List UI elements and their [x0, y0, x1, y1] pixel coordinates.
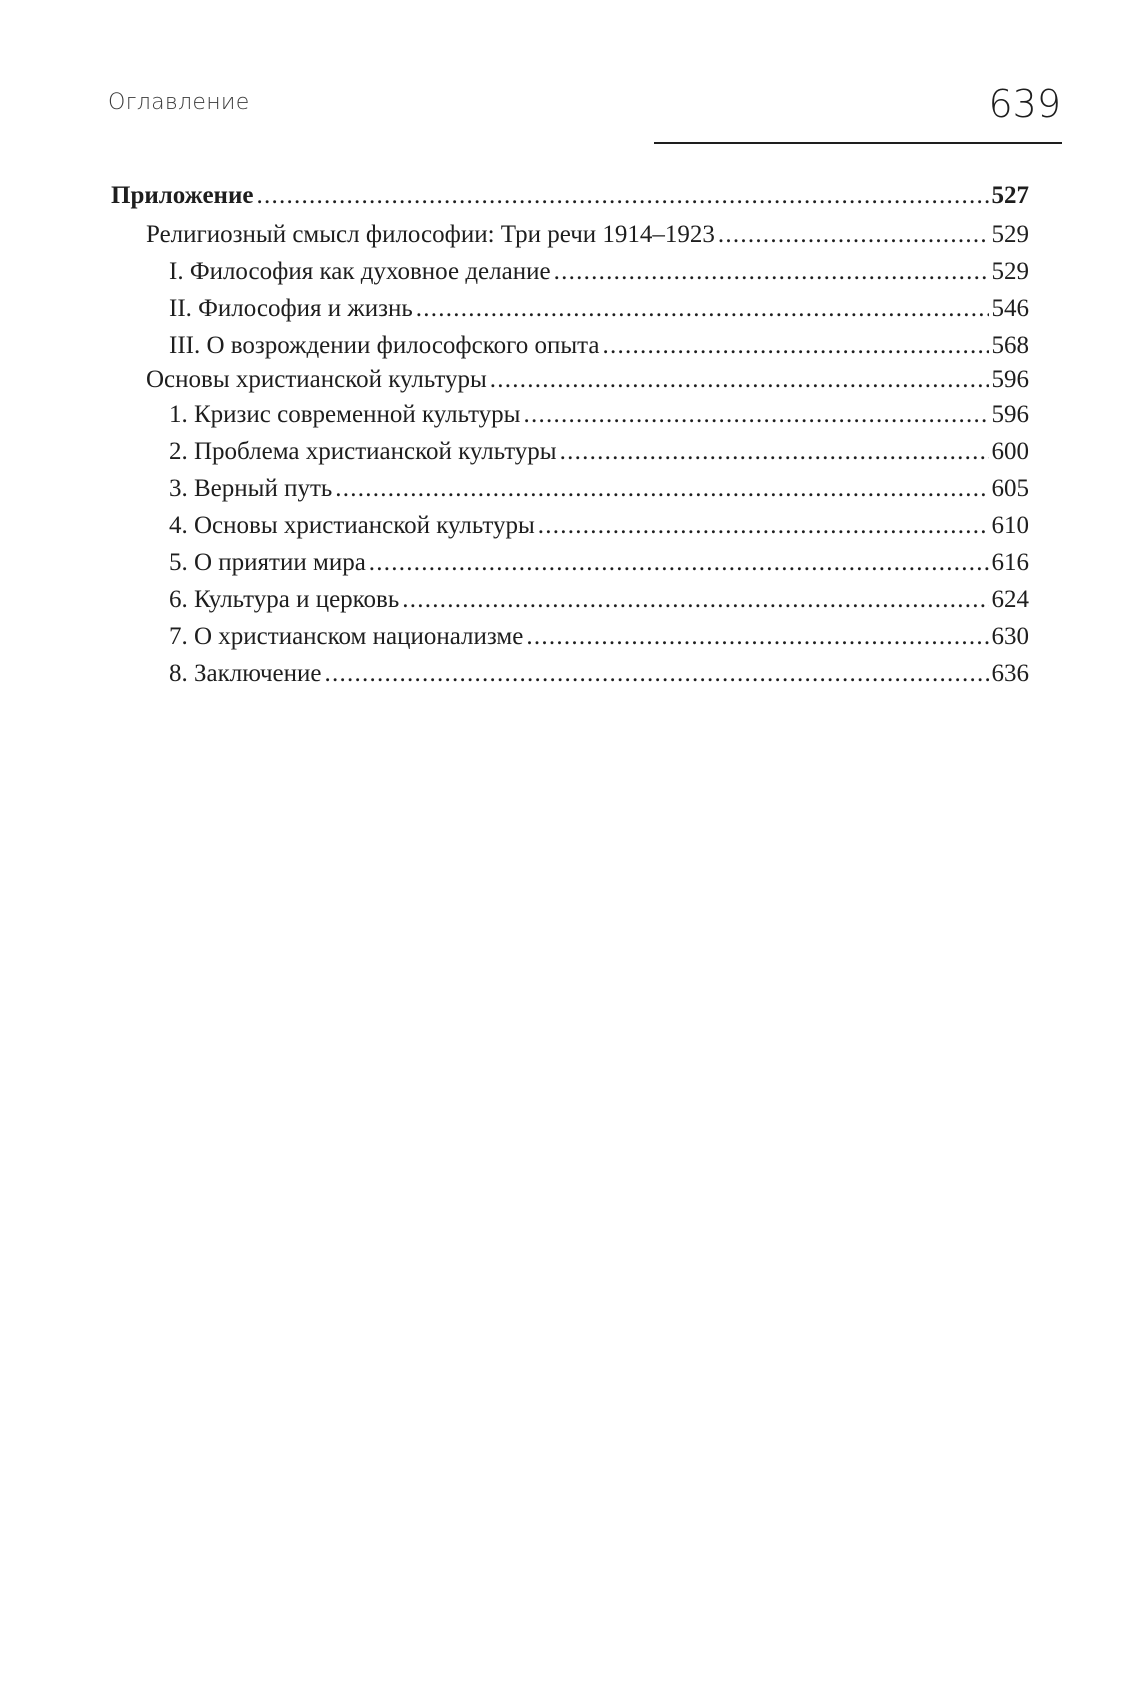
toc-entry[interactable] — [111, 433, 1029, 470]
toc-entry-page: 605 — [991, 475, 1029, 502]
running-head: Оглавление — [108, 90, 250, 115]
toc-entry-religious-meaning[interactable] — [111, 217, 1029, 253]
toc-dot-leader — [256, 175, 988, 217]
toc-entry[interactable] — [111, 507, 1029, 544]
toc-dot-leader — [718, 217, 989, 253]
toc-entry-christian-culture[interactable] — [111, 364, 1029, 396]
toc-entry-title: Основы христианской культуры — [146, 366, 487, 393]
toc-entry-page: 529 — [991, 221, 1029, 248]
toc-entry-page: 630 — [991, 623, 1029, 650]
toc-entry-page: 596 — [991, 401, 1029, 428]
toc-entry-page: 529 — [991, 258, 1029, 285]
toc-dot-leader — [538, 507, 989, 544]
toc-entry-page: 546 — [991, 295, 1029, 322]
toc-entry-title: I. Философия как духовное делание — [169, 258, 551, 285]
toc-dot-leader — [526, 618, 988, 655]
toc-dot-leader — [335, 470, 988, 507]
toc-dot-leader — [490, 364, 989, 396]
toc-entry[interactable] — [111, 581, 1029, 618]
toc-dot-leader — [416, 290, 989, 327]
toc-entry-title: Приложение — [111, 182, 254, 209]
header-rule — [654, 142, 1062, 144]
toc-entry[interactable] — [111, 253, 1029, 290]
toc-entry-title: 8. Заключение — [169, 660, 322, 687]
toc-entry-page: 527 — [991, 182, 1029, 209]
toc-entry-title: 1. Кризис современной культуры — [169, 401, 521, 428]
toc-entry[interactable] — [111, 655, 1029, 692]
toc-dot-leader — [325, 655, 989, 692]
toc-entry-page: 636 — [991, 660, 1029, 687]
toc-dot-leader — [602, 327, 988, 364]
toc-dot-leader — [523, 396, 988, 433]
toc-entry-title: 3. Верный путь — [169, 475, 333, 502]
toc-entry-title: 6. Культура и церковь — [169, 586, 400, 613]
toc-entry-title: 7. О христианском национализме — [169, 623, 524, 650]
toc-entry-title: Религиозный смысл философии: Три речи 1914–1923 — [146, 221, 715, 248]
toc-dot-leader — [554, 253, 989, 290]
toc-entry-page: 610 — [991, 512, 1029, 539]
page-number: 639 — [988, 82, 1061, 126]
toc-entry[interactable] — [111, 396, 1029, 433]
toc-entry[interactable] — [111, 544, 1029, 581]
toc-dot-leader — [560, 433, 989, 470]
toc-entry-page: 616 — [991, 549, 1029, 576]
toc-entry-page: 596 — [991, 366, 1029, 393]
table-of-contents — [111, 175, 1029, 692]
toc-entry-page: 600 — [991, 438, 1029, 465]
toc-entry-title: 5. О приятии мира — [169, 549, 366, 576]
toc-entry[interactable] — [111, 470, 1029, 507]
toc-entry-title: 4. Основы христианской культуры — [169, 512, 535, 539]
toc-entry-page: 624 — [991, 586, 1029, 613]
toc-entry-title: 2. Проблема христианской культуры — [169, 438, 557, 465]
toc-entry[interactable] — [111, 327, 1029, 364]
toc-entry-appendix[interactable] — [111, 175, 1029, 217]
toc-dot-leader — [402, 581, 988, 618]
toc-entry[interactable] — [111, 290, 1029, 327]
toc-entry-page: 568 — [991, 332, 1029, 359]
toc-entry-title: III. О возрождении философского опыта — [169, 332, 600, 359]
toc-dot-leader — [369, 544, 989, 581]
toc-entry-title: II. Философия и жизнь — [169, 295, 413, 322]
toc-entry[interactable] — [111, 618, 1029, 655]
